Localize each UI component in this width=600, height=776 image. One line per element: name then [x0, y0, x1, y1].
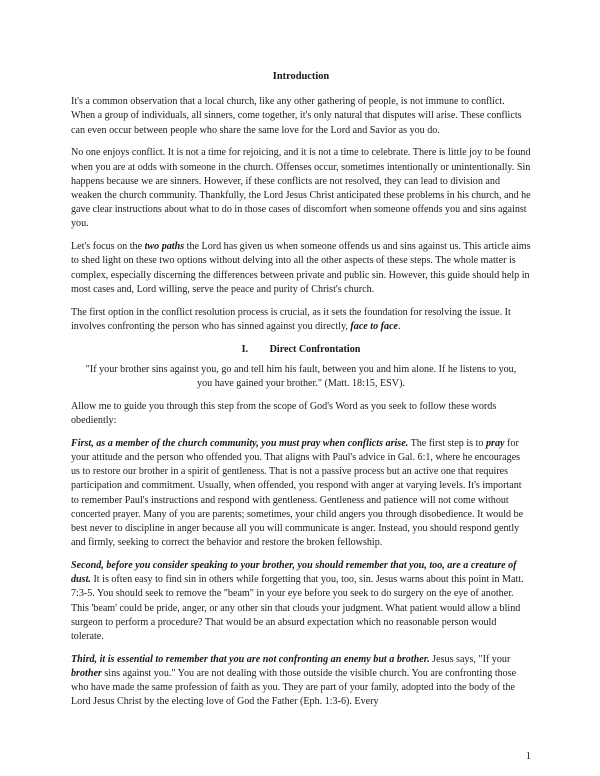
text-run: The first step is to — [408, 437, 486, 449]
first-point-lead: First, as a member of the church community, you must pray when conflicts arise. — [71, 437, 409, 449]
page-title: Introduction — [272, 71, 330, 82]
text-run: the Lord has given us when someone offends us and sins against us. This article aims to shed light on these two options without delving into all the other aspects of these steps. The whole matter is complex, especially discerning the differences between private and public sin. However, this guide should help in most cases and, Lord willing, serve the peace and purity of Christ's church. — [71, 241, 531, 295]
section-title: Direct Confrontation — [269, 343, 361, 355]
face-to-face-paragraph — [71, 306, 531, 334]
text-run: Let's focus on the — [71, 241, 145, 253]
guide-paragraph: Allow me to guide you through this step from the scope of God's Word as you seek to follow these words obediently: — [71, 400, 497, 427]
scripture-quote: "If your brother sins against you, go and tell him his fault, between you and him alone. If he listens to you, you have gained your brother." (Matt. 18:15, ESV). — [85, 363, 517, 390]
third-point-paragraph — [71, 653, 531, 710]
section-number: I. — [241, 343, 249, 355]
text-run: . — [398, 320, 401, 332]
third-point-lead: Third, it is essential to remember that you are not confronting an enemy but a brother. — [71, 653, 430, 665]
section-heading — [71, 343, 531, 357]
second-point-paragraph — [71, 559, 531, 644]
page-number: 1 — [525, 750, 531, 762]
second-point-lead: Second, before you consider speaking to your brother, you should remember that you, too, are a creature of dust. — [71, 560, 517, 586]
emphasis-brother: brother — [71, 668, 102, 680]
two-paths-paragraph — [71, 240, 531, 297]
intro-paragraph-2: No one enjoys conflict. It is not a time for rejoicing, and it is not a time to celebrate. There is little joy to be found when you are at odds with someone in the church. Offenses occur, sometimes intentionally or unintentionally. Sin happens because we are sinners. However, if these conflicts are not resolved, they can lead to division and weaken the church community. Thankfully, the Lord Jesus Christ anticipated these problems in his church, and he gave clear instructions about what to do in those cases of discomfort when someone offends you and sins against you. — [71, 147, 531, 230]
emphasis-face-to-face: face to face — [350, 320, 399, 332]
first-point-paragraph — [71, 437, 531, 551]
emphasis-pray: pray — [486, 437, 505, 449]
text-run: for your attitude and the person who offended you. That aligns with Paul's advice in Gal. 6:1, where he encourages us to restore our brother in a spirit of gentleness. That is not a passive process but an active one that requires participation and commitment. Usually, when offended, you respond with anger at varying levels. It's important to remember Paul's instructions and respond with gentleness. Gentleness and patience will not come without concerted prayer. Many of you are parents; sometimes, your child angers you through disobedience. It would be best never to discipline in anger because all you will communicate is anger. Instead, you should respond gently and firmly, seeking to correct the behavior and restore the broken fellowship. — [71, 437, 524, 549]
text-run: The first option in the conflict resolution process is crucial, as it sets the foundation for resolving the issue. It involves confronting the person who has sinned against you directly, — [71, 306, 511, 332]
emphasis-two-paths: two paths — [144, 241, 185, 253]
intro-paragraph-1: It's a common observation that a local church, like any other gathering of people, is not immune to conflict. When a group of individuals, all sinners, come together, it's only natural that disputes will arise. These conflicts can even occur between people who share the same love for the Lord and Savior as you do. — [71, 96, 522, 136]
text-run: Jesus says, "If your — [429, 653, 511, 665]
text-run: sins against you." You are not dealing with those outside the visible church. You are confronting those who have made the same profession of faith as you. They are part of your family, adopted into the body of the Lord Jesus Christ by the electing love of God the Father (Eph. 1:3-6). Every — [71, 668, 517, 708]
text-run: It is often easy to find sin in others while forgetting that you, too, sin. Jesus warns about this point in Matt. 7:3-5. You should seek to remove the "beam" in your eye before you seek to do surgery on the eye of another. This 'beam' could be pride, anger, or any other sin that clouds your judgment. What patient would allow a blind surgeon to perform a procedure? That would be an absurd expectation which no reasonable person would tolerate. — [71, 574, 524, 643]
